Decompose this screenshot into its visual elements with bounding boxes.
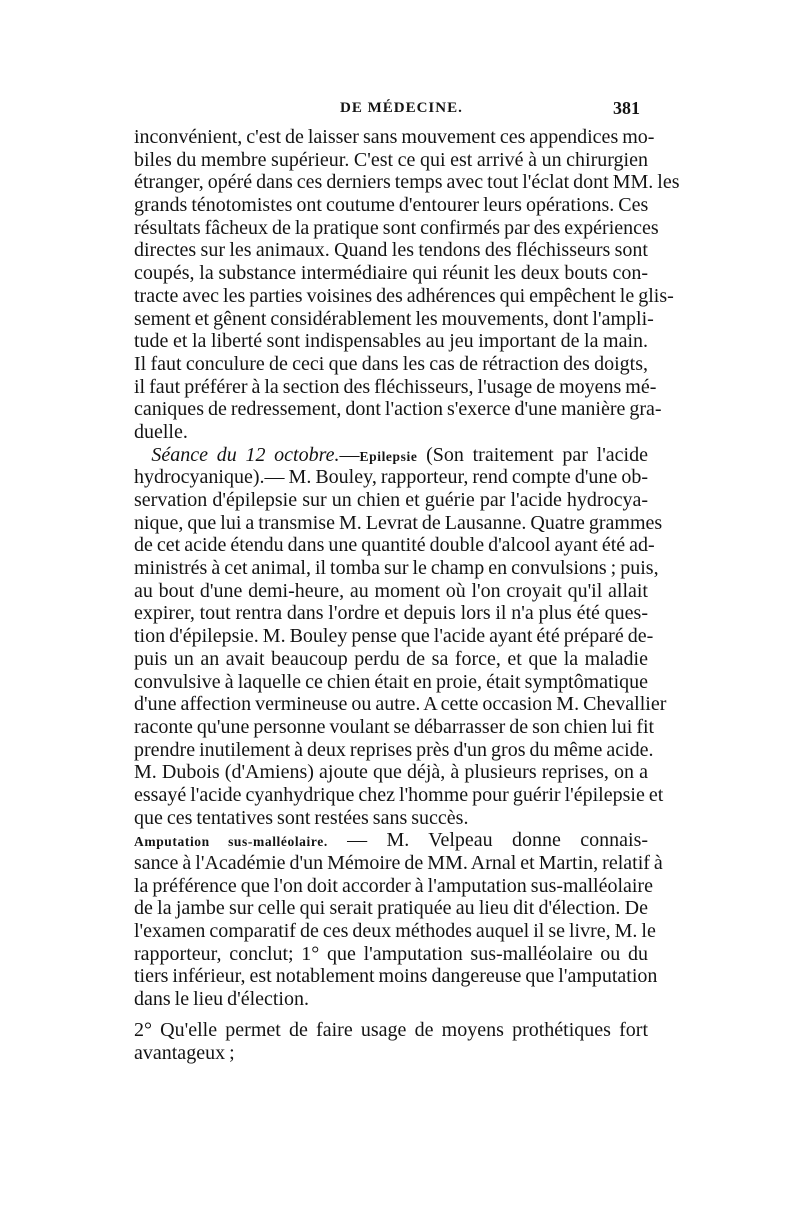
page-header [132,96,652,122]
session-date: 12 octobre. [245,443,340,466]
text-line: biles du membre supérieur. C'est ce qui est arrivé à un chirurgien [134,148,648,171]
text-line: sement et gênent considérablement les mouvements, dont l'ampli- [134,307,654,330]
text-line: tiers inférieur, est notablement moins dangereuse que l'amputation [134,965,658,988]
text-line: grands ténotomistes ont coutume d'entourer leurs opérations. Ces [134,194,649,217]
text-line: servation d'épilepsie sur un chien et guérie par l'acide hydrocya- [134,489,648,511]
paragraph-amputation [134,829,663,1011]
session-label: Séance du [151,443,237,466]
text-line: la préférence que l'on doit accorder à l'amputation sus-malléolaire [134,874,653,897]
text-line: l'examen comparatif de ces deux méthodes auquel il se livre, M. le [134,920,656,943]
text-line: Il faut conculure de ceci que dans les cas de rétraction des doigts, [134,352,648,375]
text-line: puis un an avait beaucoup perdu de sa force, et que la maladie [134,647,648,670]
body-text [134,126,680,1064]
paragraph-tendons [134,126,680,444]
text-line: M. Dubois (d'Amiens) ajoute que déjà, à plusieurs reprises, on a [134,761,648,784]
text-line: tude et la liberté sont indispensables au jeu important de la main. [134,330,648,353]
text-line: étranger, opéré dans ces derniers temps avec tout l'éclat dont MM. les [134,171,680,194]
text-line: convulsive à laquelle ce chien était en proie, était symptômatique [134,670,648,693]
text-line: raconte qu'une personne voulant se débarrasser de son chien lui fit [134,715,655,738]
text-line: tracte avec les parties voisines des adhérences qui empêchent le glis- [134,284,674,307]
text-line: prendre inutilement à deux reprises près d'un gros du même acide. [134,738,654,761]
section-heading-amputation: Amputation sus-malléolaire. [134,834,328,850]
running-head: DE MÉDECINE. [340,100,463,116]
text-line: hydrocyanique).— M. Bouley, rapporteur, rend compte d'une ob- [134,466,648,489]
text-line: rapporteur, conclut; 1° que l'amputation sus-malléolaire ou du [134,942,648,965]
text-line: d'une affection vermineuse ou autre. A cette occasion M. Chevallier [134,693,667,716]
text-line: il faut préférer à la section des fléchisseurs, l'usage de moyens mé- [134,375,657,398]
text-line: directes sur les animaux. Quand les tendons des fléchisseurs sont [134,239,648,262]
text-line: de la jambe sur celle qui serait pratiquée au lieu dit d'élection. De [134,897,648,920]
section-heading-epilepsie: Epilepsie [359,448,418,464]
text-line: essayé l'acide cyanhydrique chez l'homme pour guérir l'épilepsie et [134,783,664,806]
text-line: avantageux ; [134,1041,235,1064]
text-line: tion d'épilepsie. M. Bouley pense que l'acide ayant été préparé de- [134,625,654,648]
heading-rest: (Son traitement par l'acide [417,443,648,466]
text-line: duelle. [134,420,188,443]
text-line: sance à l'Académie d'un Mémoire de MM. Arnal et Martin, relatif à [134,852,663,874]
paragraph-epilepsie [134,443,667,830]
text-line: inconvénient, c'est de laisser sans mouvement ces appendices mo- [134,126,655,148]
paragraph-prothetique [134,1019,648,1064]
text-line: de cet acide étendu dans une quantité double d'alcool ayant été ad- [134,534,655,557]
text-line: résultats fâcheux de la pratique sont confirmés par des expériences [134,216,659,239]
text-line: expirer, tout rentra dans l'ordre et depuis lors il n'a plus été ques- [134,602,648,625]
text-line [134,829,648,852]
text-line: caniques de redressement, dont l'action s'exerce d'une manière gra- [134,398,662,421]
heading-rest: — M. Velpeau donne connais- [327,829,649,852]
text-line: que ces tentatives sont restées sans succès. [134,806,469,829]
text-line: nique, que lui a transmise M. Levrat de Lausanne. Quatre grammes [134,511,663,534]
text-line: ministrés à cet animal, il tomba sur le champ en convulsions ; puis, [134,557,659,580]
dash: — [339,443,360,466]
text-line: 2° Qu'elle permet de faire usage de moyens prothétiques fort [134,1018,648,1041]
text-line: coupés, la substance intermédiaire qui réunit les deux bouts con- [134,262,648,285]
text-line: dans le lieu d'élection. [134,988,309,1011]
page-number: 381 [613,98,640,118]
text-line: au bout d'une demi-heure, au moment où l'on croyait qu'il allait [134,579,648,602]
text-line [134,444,648,467]
